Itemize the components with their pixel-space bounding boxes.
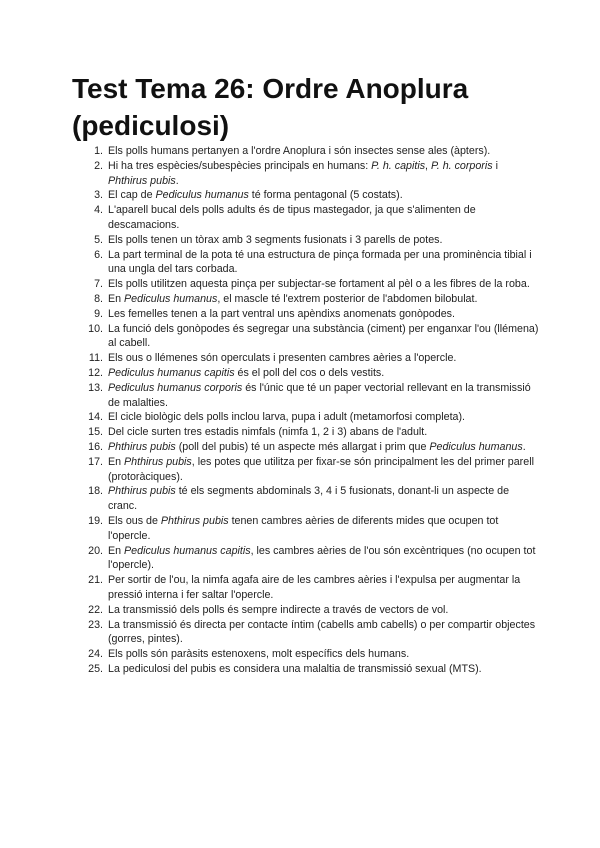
list-item — [0, 248, 540, 278]
list-item — [0, 233, 540, 248]
list-item — [0, 203, 540, 233]
text-run: és el poll del cos o dels vestits. — [234, 366, 385, 379]
list-item — [0, 351, 540, 366]
text-run: L'aparell bucal dels polls adults és de tipus mastegador, ja que s'alimenten de descamacions. — [108, 204, 476, 231]
item-number: 13. — [88, 381, 103, 394]
list-item — [0, 514, 540, 544]
item-text — [108, 381, 540, 411]
item-number: 12. — [88, 366, 103, 379]
item-text — [108, 603, 540, 618]
species-name: P. h. corporis — [431, 159, 493, 172]
species-name: Phthirus pubis — [124, 455, 192, 468]
list-item — [0, 277, 540, 292]
item-number: 6. — [94, 248, 103, 261]
species-name: P. h. capitis — [371, 159, 426, 172]
text-run: té els segments abdominals 3, 4 i 5 fusionats, donant-li un aspecte de cranc. — [108, 485, 510, 513]
item-number: 11. — [88, 352, 103, 365]
text-run: Hi ha tres espècies/subespècies principals en humans: — [108, 159, 372, 172]
list-item — [0, 647, 540, 662]
list-item — [0, 455, 540, 485]
item-text — [108, 144, 540, 159]
page-title: Test Tema 26: Ordre Anoplura (pediculosi) — [72, 73, 469, 141]
item-text — [108, 425, 540, 440]
item-number: 15. — [88, 426, 103, 439]
list-item — [0, 144, 540, 159]
item-number: 10. — [88, 322, 103, 335]
text-run: En — [108, 544, 125, 557]
item-text — [108, 662, 540, 677]
species-name: Phthirus pubis — [108, 440, 176, 453]
item-number: 16. — [88, 440, 103, 453]
text-run: La part terminal de la pota té una estructura de pinça formada per una prominència tibial i una ungla del tars corbada. — [108, 248, 532, 276]
text-run: . — [175, 174, 179, 187]
item-number: 19. — [88, 514, 103, 527]
list-item — [0, 410, 540, 425]
item-number: 14. — [88, 411, 103, 424]
species-name: Pediculus humanus — [429, 440, 523, 453]
item-number: 22. — [88, 603, 103, 616]
item-number: 21. — [88, 574, 103, 587]
question-list — [0, 144, 540, 677]
species-name: Pediculus humanus — [155, 189, 249, 202]
text-run: Els ous o llémenes són operculats i presenten cambres aèries a l'opercle. — [108, 352, 457, 365]
item-number: 2. — [94, 159, 103, 172]
item-text — [108, 410, 540, 425]
item-text — [108, 647, 540, 662]
text-run: , — [425, 159, 431, 172]
list-item — [0, 366, 540, 381]
item-text — [108, 322, 540, 352]
item-text — [108, 233, 540, 248]
list-item — [0, 425, 540, 440]
list-item — [0, 662, 540, 677]
text-run: Del cicle surten tres estadis nimfals (nimfa 1, 2 i 3) abans de l'adult. — [108, 426, 428, 439]
item-number: 18. — [88, 485, 103, 498]
species-name: Phthirus pubis — [160, 514, 229, 527]
item-text — [108, 455, 540, 485]
item-text — [108, 366, 540, 381]
text-run: Per sortir de l'ou, la nimfa agafa aire de les cambres aèries i l'expulsa per augmentar la pressió interna i fer saltar l'opercle. — [108, 574, 521, 601]
item-number: 17. — [88, 455, 103, 468]
text-run: En — [108, 292, 125, 305]
list-item — [0, 440, 540, 455]
list-item — [0, 544, 540, 574]
item-text — [108, 351, 540, 366]
text-run: és l'únic que té un paper vectorial rellevant en la transmissió de malalties. — [108, 381, 531, 409]
text-run: Les femelles tenen a la part ventral uns apèndixs anomenats gonòpodes. — [108, 307, 455, 320]
text-run: En — [108, 455, 125, 468]
text-run: , les potes que utilitza per fixar-se són principalment les del primer parell (protoràciques). — [108, 455, 534, 483]
item-text — [108, 544, 540, 574]
text-run: , les cambres aèries de l'ou són excèntriques (no ocupen tot l'opercle). — [108, 544, 536, 572]
item-number: 3. — [94, 189, 103, 202]
text-run: La pediculosi del pubis es considera una malaltia de transmissió sexual (MTS). — [108, 662, 482, 675]
item-number: 5. — [94, 233, 103, 246]
item-number: 25. — [88, 662, 103, 675]
item-number: 1. — [94, 145, 103, 157]
item-text — [108, 159, 540, 189]
species-name: Pediculus humanus — [124, 292, 218, 305]
item-text — [108, 292, 540, 307]
item-number: 20. — [88, 544, 103, 557]
text-run: La transmissió és directa per contacte íntim (cabells amb cabells) o per compartir objectes (gorres, pintes). — [108, 618, 536, 646]
list-item — [0, 292, 540, 307]
item-text — [108, 573, 540, 603]
item-text — [108, 248, 540, 278]
item-text — [108, 188, 540, 203]
text-run: Els polls són paràsits estenoxens, molt específics dels humans. — [108, 648, 410, 661]
text-run: . — [522, 440, 526, 453]
text-run: Els polls tenen un tòrax amb 3 segments fusionats i 3 parells de potes. — [108, 233, 443, 246]
text-run: i — [492, 159, 498, 172]
text-run: El cicle biològic dels polls inclou larva, pupa i adult (metamorfosi completa). — [108, 411, 466, 424]
text-run: La funció dels gonòpodes és segregar una substància (ciment) per enganxar l'ou (llémena) al cabell. — [108, 322, 539, 350]
item-number: 8. — [94, 292, 103, 305]
text-run: té forma pentagonal (5 costats). — [248, 189, 403, 202]
list-item — [0, 188, 540, 203]
species-name: Phthirus pubis — [108, 485, 176, 498]
item-number: 24. — [88, 648, 103, 661]
species-name: Pediculus humanus corporis — [108, 381, 243, 394]
text-run: La transmissió dels polls és sempre indirecte a través de vectors de vol. — [108, 603, 449, 616]
item-text — [108, 307, 540, 322]
list-item — [0, 603, 540, 618]
species-name: Phthirus pubis — [108, 174, 176, 187]
text-run: (poll del pubis) té un aspecte més allargat i prim que — [175, 440, 430, 453]
text-run: tenen cambres aèries de diferents mides que ocupen tot l'opercle. — [108, 514, 499, 542]
item-text — [108, 514, 540, 544]
item-number: 9. — [94, 307, 103, 320]
text-run: Els polls utilitzen aquesta pinça per subjectar-se fortament al pèl o a les fibres de la roba. — [108, 278, 530, 291]
item-text — [108, 440, 540, 455]
item-text — [108, 618, 540, 648]
item-number: 4. — [94, 204, 103, 217]
item-text — [108, 484, 540, 514]
text-run: Els ous de — [108, 514, 161, 527]
list-item — [0, 573, 540, 603]
item-number: 23. — [88, 618, 103, 631]
list-item — [0, 159, 540, 189]
text-run: , el mascle té l'extrem posterior de l'abdomen bilobulat. — [217, 292, 478, 305]
list-item — [0, 322, 540, 352]
item-text — [108, 277, 540, 292]
text-run: El cap de — [108, 189, 156, 202]
list-item — [0, 381, 540, 411]
species-name: Pediculus humanus capitis — [108, 366, 235, 379]
list-item — [0, 484, 540, 514]
item-number: 7. — [94, 278, 103, 291]
list-item — [0, 618, 540, 648]
item-text — [108, 203, 540, 233]
list-item — [0, 307, 540, 322]
text-run: Els polls humans pertanyen a l'ordre Anoplura i són insectes sense ales (àpters). — [108, 145, 491, 157]
species-name: Pediculus humanus capitis — [124, 544, 251, 557]
